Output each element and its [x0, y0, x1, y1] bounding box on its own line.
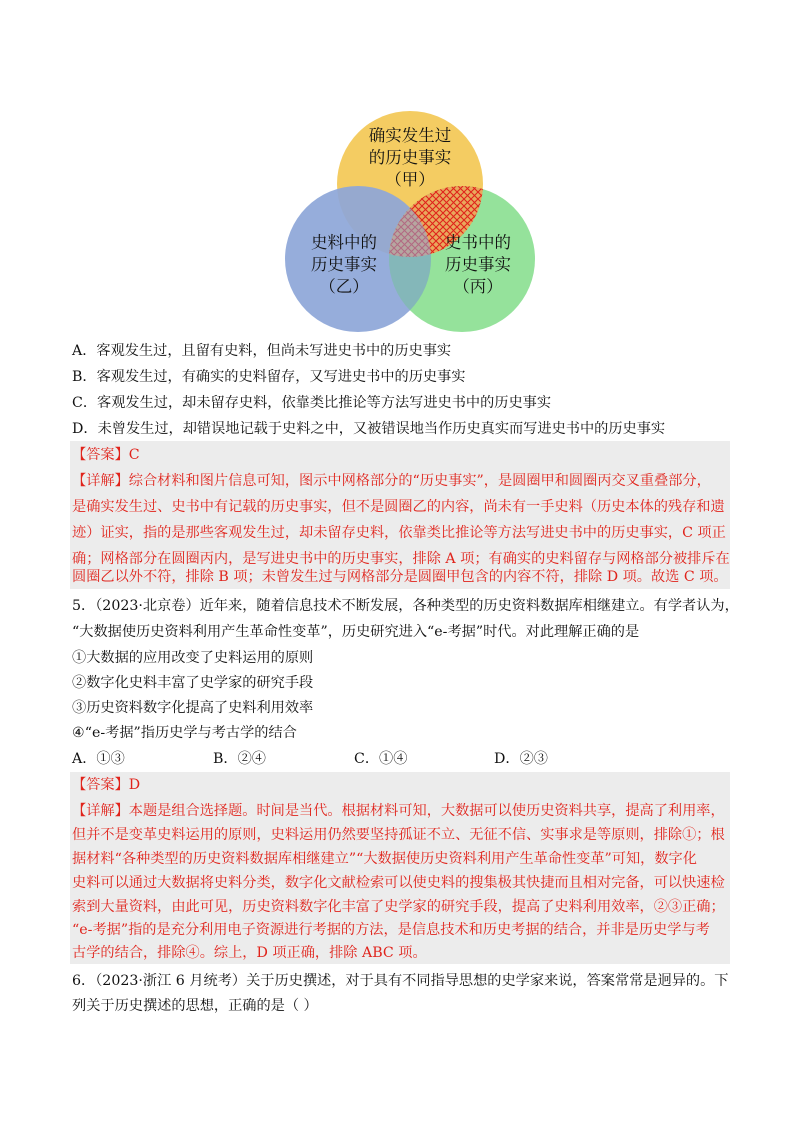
- q5-detail-line-4: 史料可以通过大数据将史料分类，数字化文献检索可以使史料的搜集极其快捷而且相对完备，可以快速检: [72, 875, 725, 891]
- jia-label-line-1: 确实发生过: [368, 126, 452, 145]
- q4-option-c: C．客观发生过，却未留存史料，依靠类比推论等方法写进史书中的历史事实: [72, 395, 552, 411]
- q5-detail-line-6: “e-考据”指的是充分利用电子资源进行考据的方法，是信息技术和历史考据的结合，并非是历史学与考: [72, 922, 710, 938]
- q4-detail-line-4: 确；网格部分在圆圈丙内，是写进史书中的历史事实，排除 A 项；有确实的史料留存与网格部分被排斥在: [72, 551, 730, 567]
- jia-label-line-3: （甲）: [385, 170, 435, 189]
- q5-detail-line-5: 索到大量资料，由此可见，历史资料数字化丰富了史学家的研究手段，提高了史料利用效率，②③正确；: [72, 899, 725, 915]
- q6-stem-line-2: 列关于历史撰述的思想，正确的是（ ）: [72, 998, 318, 1014]
- q5-option-b: B．②④: [213, 751, 266, 767]
- q5-detail-line-1: 【详解】本题是组合选择题。时间是当代。根据材料可知，大数据可以使历史资料共享，提高了利用率，: [72, 803, 725, 819]
- q5-stem-line-2: “大数据使历史资料利用产生革命性变革”，历史研究进入“e-考据”时代。对此理解正确的是: [72, 624, 640, 640]
- q4-detail-line-1: 【详解】综合材料和图片信息可知，图示中网格部分的“历史事实”，是圆圈甲和圆圈丙交叉重叠部分，: [72, 473, 711, 489]
- q5-statement-1: ①大数据的应用改变了史料运用的原则: [72, 650, 314, 666]
- yi-label-line-2: 历史事实: [311, 255, 377, 274]
- q4-option-d: D．未曾发生过，却错误地记载于史料之中，又被错误地当作历史真实而写进史书中的历史事实: [72, 421, 666, 437]
- q4-detail-line-5: 圆圈乙以外不符，排除 B 项；未曾发生过与网格部分是圆圈甲包含的内容不符，排除 D 项。故选 C 项。: [72, 569, 728, 585]
- q5-detail-line-7: 古学的结合，排除④。综上，D 项正确，排除 ABC 项。: [72, 945, 427, 961]
- q5-statement-3: ③历史资料数字化提高了史料利用效率: [72, 700, 314, 716]
- q4-option-b: B．客观发生过，有确实的史料留存，又写进史书中的历史事实: [72, 369, 466, 385]
- q5-detail-line-2: 但并不是变革史料运用的原则，史料运用仍然要坚持孤证不立、无征不信、实事求是等原则，排除①；根: [72, 827, 725, 843]
- q5-option-c: C．①④: [354, 751, 408, 767]
- jia-label-line-2: 的历史事实: [368, 148, 452, 167]
- venn-diagram: [282, 108, 538, 334]
- q5-statement-2: ②数字化史料丰富了史学家的研究手段: [72, 675, 314, 691]
- q4-detail-line-2: 是确实发生过、史书中有记载的历史事实，但不是圆圈乙的内容，尚未有一手史料（历史本体的残存和遗: [72, 499, 725, 515]
- q5-stem-line-1: 5．（2023·北京卷）近年来，随着信息技术不断发展，各种类型的历史资料数据库相继建立。有学者认为，: [72, 598, 739, 614]
- q5-statement-4: ④“e-考据”指历史学与考古学的结合: [72, 725, 297, 741]
- venn-svg: [282, 108, 538, 334]
- q5-detail-line-3: 据材料“各种类型的历史资料数据库相继建立”“大数据使历史资料利用产生革命性变革”可知，数字化: [72, 851, 697, 867]
- q4-answer: 【答案】C: [72, 447, 140, 463]
- q4-option-a: A．客观发生过，且留有史料，但尚未写进史书中的历史事实: [72, 343, 452, 359]
- q4-detail-line-3: 迹）证实，指的是那些客观发生过，却未留存史料，依靠类比推论等方法写进史书中的历史事实，C 项正: [72, 525, 726, 541]
- q6-stem-line-1: 6．（2023·浙江 6 月统考）关于历史撰述，对于具有不同指导思想的史学家来说，答案常常是迥异的。下: [72, 973, 729, 989]
- bing-label-line-3: （丙）: [453, 277, 503, 296]
- bing-label-line-2: 历史事实: [445, 255, 511, 274]
- q5-option-d: D．②③: [494, 751, 548, 767]
- bing-label-line-1: 史书中的: [445, 233, 511, 252]
- yi-label-line-1: 史料中的: [311, 233, 377, 252]
- q5-answer: 【答案】D: [72, 777, 141, 793]
- yi-label-line-3: （乙）: [319, 277, 369, 296]
- q5-option-a: A．①③: [72, 751, 125, 767]
